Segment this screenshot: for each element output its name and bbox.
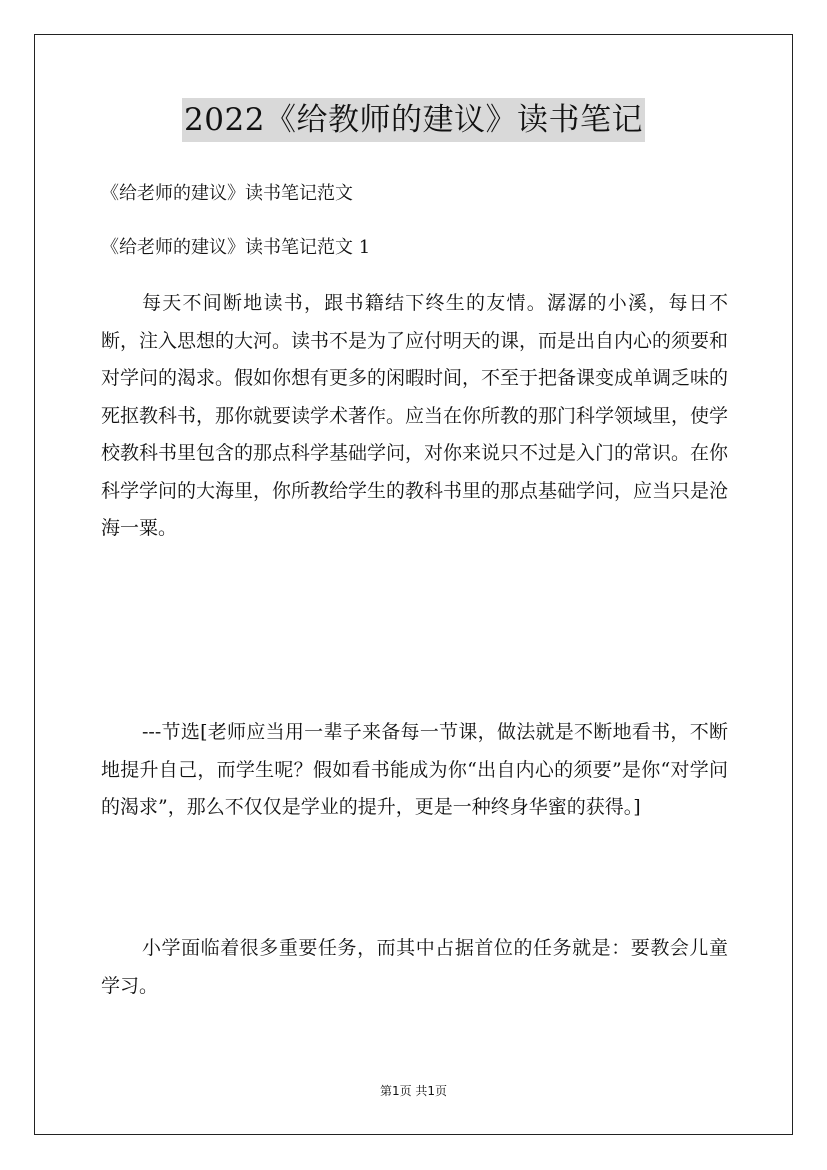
title-container xyxy=(0,98,827,142)
body-paragraph-2: ---节选[老师应当用一辈子来备每一节课，做法就是不断地看书，不断地提升自己，而学生呢？假如看书能成为你“出自内心的须要”是你“对学问的渴求”，那么不仅仅是学业的提升，更是一种终身华蜜的获得。] xyxy=(101,721,728,818)
subtitle-1: 《给老师的建议》读书笔记范文 xyxy=(101,183,353,204)
body-paragraph-1: 每天不间断地读书，跟书籍结下终生的友情。潺潺的小溪，每日不断，注入思想的大河。读书不是为了应付明天的课，而是出自内心的须要和对学问的渴求。假如你想有更多的闲暇时间，不至于把备课变成单调乏味的死抠教科书，那你就要读学术著作。应当在你所教的那门科学领域里，使学校教科书里包含的那点科学基础学问，对你来说只不过是入门的常识。在你科学学问的大海里，你所教给学生的教科书里的那点基础学问，应当只是沧海一粟。 xyxy=(101,292,729,539)
body-paragraph-3: 小学面临着很多重要任务，而其中占据首位的任务就是：要教会儿童学习。 xyxy=(101,937,728,997)
page-footer: 第1页 共1页 xyxy=(379,1084,448,1098)
subtitle-2: 《给老师的建议》读书笔记范文 1 xyxy=(101,237,371,258)
document-title: 2022《给教师的建议》读书笔记 xyxy=(182,98,645,142)
